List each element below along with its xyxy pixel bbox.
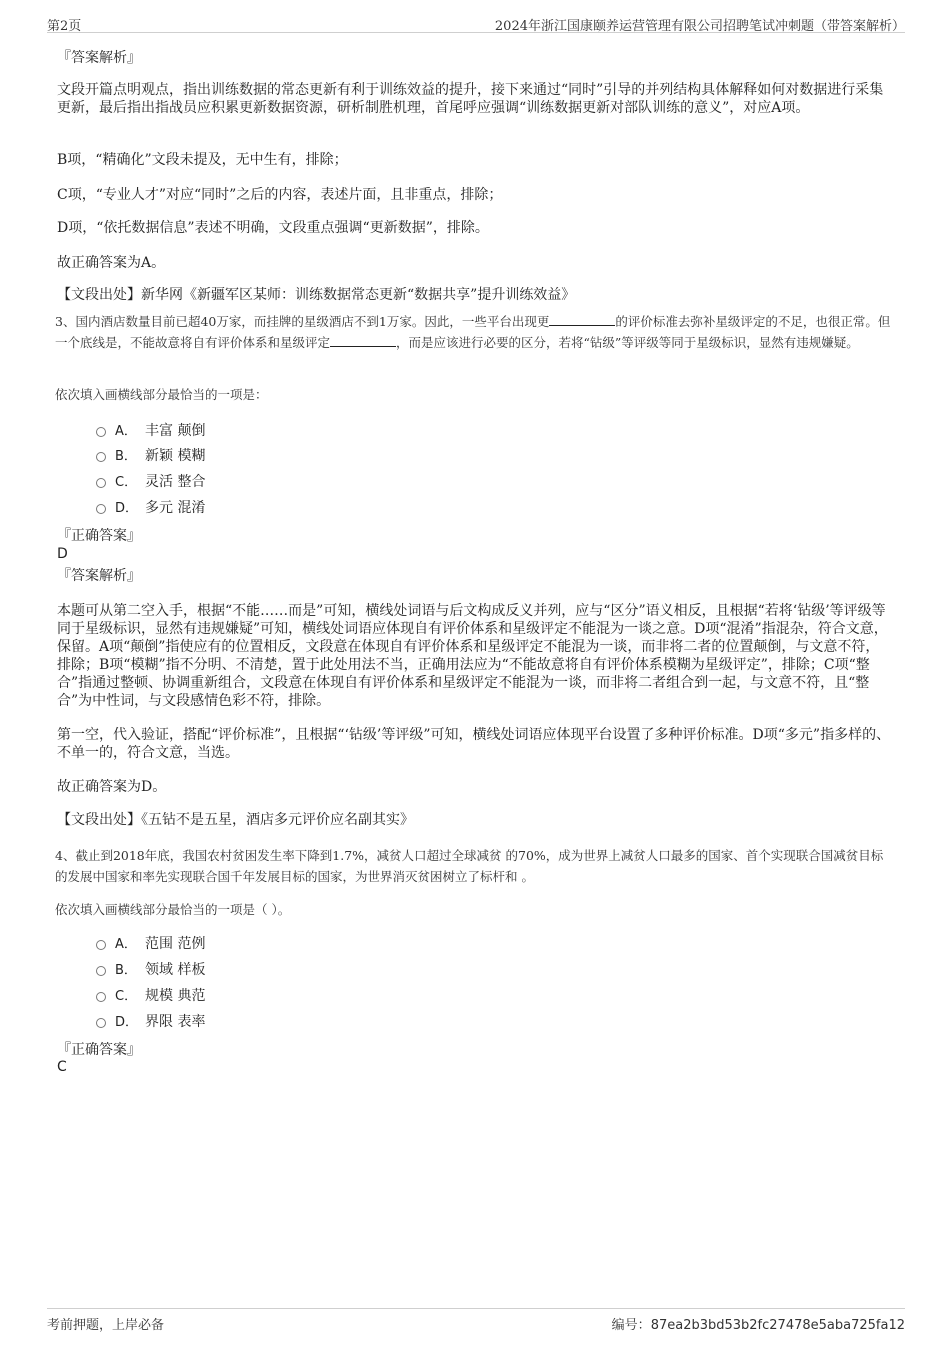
page-header [47,12,905,33]
analysis-tag: 『答案解析』 [57,50,141,66]
page-number: 第2页 [47,19,82,34]
option-d[interactable]: D． 界限 表率 [96,1012,205,1032]
radio-icon[interactable] [96,1018,106,1028]
radio-icon[interactable] [96,452,106,462]
source-citation: 【文段出处】新华网《新疆军区某师：训练数据常态更新“数据共享”提升训练效益》 [57,287,576,303]
correct-answer: D [57,546,68,562]
analysis-paragraph: 第一空，代入验证，搭配“评价标准”，且根据“‘钻级’等评级”可知，横线处词语应体现平台设置了多种评价标准。D项“多元”指多样的、不单一的，符合文意，当选。 [57,727,891,761]
analysis-paragraph: B项，“精确化”文段未提及，无中生有，排除； [57,152,348,168]
analysis-tag: 『答案解析』 [57,568,141,584]
option-c[interactable]: C． 灵活 整合 [96,472,205,492]
question-prompt: 依次填入画横线部分最恰当的一项是： [55,387,268,402]
option-b[interactable]: B． 新颖 模糊 [96,446,205,466]
document-code: 编号：87ea2b3bd53b2fc27478e5aba725fa12 [611,1318,905,1333]
radio-icon[interactable] [96,966,106,976]
page-footer [47,1308,905,1333]
conclusion: 故正确答案为D。 [57,779,167,795]
question-stem: 4、截止到2018年底，我国农村贫困发生率下降到1.7%，减贫人口超过全球减贫 的70%，成为世界上减贫人口最多的国家、首个实现联合国减贫目标的发展中国家和率先实现联合国千年发展目标的国家，为世界消灭贫困树立了标杆和 。 [55,848,884,884]
analysis-paragraph: 文段开篇点明观点，指出训练数据的常态更新有利于训练效益的提升，接下来通过“同时”引导的并列结构具体解释如何对数据进行采集更新，最后指出指战员应积累更新数据资源，研析制胜机理，首尾呼应强调“训练数据更新对部队训练的意义”，对应A项。 [57,82,884,116]
fill-blank [330,334,396,347]
option-c[interactable]: C． 规模 典范 [96,986,205,1006]
source-citation: 【文段出处】《五钻不是五星，酒店多元评价应名副其实》 [57,812,414,828]
option-a[interactable]: A． 范围 范例 [96,934,205,954]
correct-answer: C [57,1059,67,1075]
radio-icon[interactable] [96,478,106,488]
radio-icon[interactable] [96,992,106,1002]
analysis-paragraph: D项，“依托数据信息”表述不明确，文段重点强调“更新数据”，排除。 [57,220,489,236]
analysis-paragraph: 本题可从第二空入手，根据“不能……而是”可知，横线处词语与后文构成反义并列，应与“区分”语义相反，且根据“若将‘钻级’等评级等同于星级标识，显然有违规嫌疑”可知，横线处词语应体现自有评价体系和星级评定不能混为一谈之意。D项“混淆”指混杂，符合文意，保留。A项“颠倒”指使应有的位置相反，文段意在体现自有评价体系和星级评定不能混为一谈，而非将二者的位置颠倒，与文意不符，排除；B项“模糊”指不分明、不清楚，置于此处用法不当，正确用法应为“不能故意将自有评价体系模糊为星级评定”，排除；C项“整合”指通过整顿、协调重新组合，文段意在体现自有评价体系和星级评定不能混为一谈，而非将二者组合到一起，与文意不符，且“整合”为中性词，与文段感情色彩不符，排除。 [57,603,888,709]
footer-slogan: 考前押题，上岸必备 [47,1318,165,1333]
radio-icon[interactable] [96,940,106,950]
conclusion: 故正确答案为A。 [57,255,166,271]
option-b[interactable]: B． 领域 样板 [96,960,205,980]
document-title: 2024年浙江国康颐养运营管理有限公司招聘笔试冲刺题（带答案解析） [494,19,905,34]
radio-icon[interactable] [96,504,106,514]
question-prompt: 依次填入画横线部分最恰当的一项是（ ）。 [55,902,291,917]
fill-blank [549,313,615,326]
option-d[interactable]: D． 多元 混淆 [96,498,205,518]
correct-answer-tag: 『正确答案』 [57,1042,141,1058]
correct-answer-tag: 『正确答案』 [57,528,141,544]
radio-icon[interactable] [96,427,106,437]
question-stem: 3、国内酒店数量目前已超40万家，而挂牌的星级酒店不到1万家。因此，一些平台出现更 的评价标准去弥补星级评定的不足，也很正常。但一个底线是，不能故意将自有评价体系和星级评定 ，而是应该进行必要的区分，若将“钻级”等评级等同于星级标识，显然有违规嫌疑。 [55,314,891,350]
analysis-paragraph: C项，“专业人才”对应“同时”之后的内容，表述片面，且非重点，排除； [57,187,503,203]
option-a[interactable]: A． 丰富 颠倒 [96,421,205,441]
